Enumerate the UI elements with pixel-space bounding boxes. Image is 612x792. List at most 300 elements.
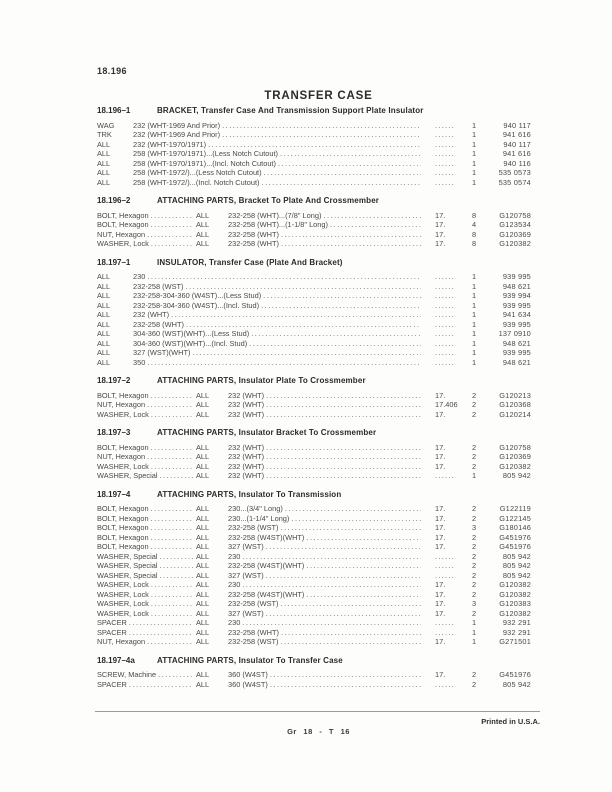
description-cell xyxy=(228,670,428,680)
parts-section xyxy=(97,258,540,368)
part-row xyxy=(97,670,540,680)
dot-leader xyxy=(222,130,421,140)
part-name-cell xyxy=(97,609,196,619)
dot-leader xyxy=(330,220,421,230)
part-number-cell: 805 942 xyxy=(502,551,531,561)
section-id: 18.197–4 xyxy=(97,489,131,499)
part-name-cell xyxy=(97,230,196,240)
qty-cell: 1 xyxy=(471,338,477,348)
description: 327 (WST) xyxy=(228,542,264,551)
qty-cell: 2 xyxy=(471,532,477,542)
description: 232-258 (W4ST)(WHT) xyxy=(228,532,305,542)
description-cell xyxy=(228,599,428,609)
part-number-cell: G271501 xyxy=(499,637,531,646)
model-cell: ALL xyxy=(97,158,111,168)
qty-cell: 1 xyxy=(471,272,477,281)
part-number-cell: 535 0573 xyxy=(498,168,531,177)
description-cell xyxy=(228,514,428,524)
dot-leader xyxy=(281,637,421,647)
part-name-cell xyxy=(97,580,196,590)
part-number-cell: G120214 xyxy=(499,409,531,419)
group-cell: ...... xyxy=(435,551,456,561)
part-number-cell: G120758 xyxy=(499,442,531,452)
part-row xyxy=(97,329,540,339)
part-row xyxy=(97,400,540,410)
part-number-cell: G123534 xyxy=(499,220,531,229)
group-cell: ...... xyxy=(435,319,456,329)
qty-cell: 2 xyxy=(471,442,477,452)
description: 230 xyxy=(228,551,241,561)
part-name-cell xyxy=(97,670,196,680)
model-cell: ALL xyxy=(196,513,210,523)
qty-cell: 1 xyxy=(471,319,477,329)
section-id: 18.197–2 xyxy=(97,376,131,385)
description-cell xyxy=(228,523,428,533)
description-cell xyxy=(228,637,428,647)
group-cell: 17.406 xyxy=(435,400,458,409)
description-cell xyxy=(133,272,428,282)
model-cell: ALL xyxy=(97,357,111,367)
description: 327 (WST) xyxy=(228,570,264,580)
description: 232-258 (WST) xyxy=(228,599,279,608)
model-cell: ALL xyxy=(97,168,111,177)
group-cell: 17. xyxy=(435,608,446,618)
part-row xyxy=(97,471,540,481)
dot-leader xyxy=(251,329,421,339)
section-id: 18.196–2 xyxy=(97,196,131,205)
part-name: WASHER, Special xyxy=(97,561,158,570)
dot-leader xyxy=(151,599,193,609)
model-cell: ALL xyxy=(196,627,210,637)
description: 232-258 (WHT)...(1-1/8" Long) xyxy=(228,220,328,229)
description: 232-258 (WHT)...(7/8" Long) xyxy=(228,210,322,220)
model-cell: ALL xyxy=(97,281,111,291)
description: 232 (WHT) xyxy=(228,400,265,409)
part-number-cell: G120213 xyxy=(499,390,531,400)
description-cell xyxy=(228,391,428,401)
page-number: 18.196 xyxy=(97,66,127,76)
qty-cell: 4 xyxy=(471,220,477,229)
description-cell xyxy=(228,504,428,514)
dot-leader xyxy=(151,410,193,420)
model-cell: ALL xyxy=(196,670,210,679)
group-cell: 17. xyxy=(435,637,446,646)
model-cell: ALL xyxy=(196,570,210,580)
dot-leader xyxy=(160,552,193,562)
part-name-cell xyxy=(97,533,196,543)
dot-leader xyxy=(151,542,193,552)
part-name: WASHER, Special xyxy=(97,551,158,561)
part-row xyxy=(97,523,540,533)
qty-cell: 2 xyxy=(471,542,477,551)
dot-leader xyxy=(263,291,421,301)
dot-leader xyxy=(270,680,421,690)
description: 230...(3/4" Long) xyxy=(228,504,283,513)
part-number-cell: 948 621 xyxy=(502,281,531,291)
dot-leader xyxy=(264,168,421,178)
group-cell: 17. xyxy=(435,670,446,679)
dot-leader xyxy=(242,552,421,562)
group-cell: ...... xyxy=(435,618,456,627)
model-cell: ALL xyxy=(97,338,111,348)
dot-leader xyxy=(266,443,421,453)
qty-cell: 1 xyxy=(471,627,477,637)
description: 230 xyxy=(133,272,146,281)
dot-leader xyxy=(151,609,193,619)
qty-cell: 1 xyxy=(471,300,477,310)
model-cell: ALL xyxy=(196,608,210,618)
part-row xyxy=(97,514,540,524)
description-cell xyxy=(133,329,428,339)
model-cell: TRK xyxy=(97,130,112,139)
part-number-cell: G120368 xyxy=(499,400,531,409)
part-name: NUT, Hexagon xyxy=(97,229,146,239)
qty-cell: 1 xyxy=(471,149,477,158)
description-cell xyxy=(228,239,428,249)
group-cell: ...... xyxy=(435,168,456,177)
section-heading xyxy=(97,490,540,500)
qty-cell: 3 xyxy=(471,599,477,608)
dot-leader xyxy=(266,571,421,581)
group-cell: ...... xyxy=(435,139,456,149)
part-name: BOLT, Hexagon xyxy=(97,523,149,532)
part-number-cell: G120382 xyxy=(499,461,531,471)
model-cell: ALL xyxy=(196,220,210,229)
part-row xyxy=(97,339,540,349)
group-cell: 17. xyxy=(435,599,446,608)
qty-cell: 1 xyxy=(471,357,477,367)
section-rows xyxy=(97,670,540,689)
dot-leader xyxy=(151,533,193,543)
part-number-cell: 805 942 xyxy=(502,679,531,689)
description-cell xyxy=(133,121,428,131)
group-cell: ...... xyxy=(435,570,456,580)
description: 232 (WHT) xyxy=(228,409,265,419)
description-cell xyxy=(228,680,428,690)
model-cell: ALL xyxy=(196,532,210,542)
description-cell xyxy=(133,339,428,349)
part-name-cell xyxy=(97,637,196,647)
qty-cell: 1 xyxy=(471,281,477,291)
description: 258 (WHT-1972/)...(Less Notch Cutout) xyxy=(133,168,262,177)
part-number-cell: G120369 xyxy=(499,229,531,239)
group-cell: 17. xyxy=(435,589,446,599)
description: 232-258-304-360 (W4ST)...(Incl. Stud) xyxy=(133,300,260,310)
model-cell: ALL xyxy=(97,291,111,300)
dot-leader xyxy=(151,391,193,401)
group-cell: ...... xyxy=(435,348,456,357)
qty-cell: 2 xyxy=(471,504,477,513)
section-rows xyxy=(97,272,540,367)
dot-leader xyxy=(129,618,193,628)
dot-leader xyxy=(306,533,421,543)
group-cell: 17. xyxy=(435,390,446,400)
dot-leader xyxy=(151,504,193,514)
group-cell: ...... xyxy=(435,310,456,319)
description-cell xyxy=(133,168,428,178)
part-row xyxy=(97,159,540,169)
printed-in-usa-label: Printed in U.S.A. xyxy=(481,717,540,726)
description: 232 (WHT) xyxy=(228,390,265,400)
part-name-cell xyxy=(97,462,196,472)
part-row xyxy=(97,462,540,472)
part-row xyxy=(97,443,540,453)
model-cell: ALL xyxy=(196,589,210,599)
description-cell xyxy=(228,580,428,590)
part-row xyxy=(97,580,540,590)
part-name-cell xyxy=(97,552,196,562)
part-row xyxy=(97,590,540,600)
part-row xyxy=(97,637,540,647)
dot-leader xyxy=(151,220,193,230)
model-cell: ALL xyxy=(196,452,210,461)
part-row xyxy=(97,320,540,330)
part-name: NUT, Hexagon xyxy=(97,400,146,409)
model-cell: ALL xyxy=(196,471,210,480)
dot-leader xyxy=(151,580,193,590)
group-cell: ...... xyxy=(435,158,456,168)
description: 327 (WST) xyxy=(228,608,264,618)
description: 232 (WHT-1970/1971) xyxy=(133,139,207,149)
part-name: BOLT, Hexagon xyxy=(97,390,149,400)
part-number-cell: 940 116 xyxy=(503,158,531,168)
group-cell: 17. xyxy=(435,580,446,589)
section-title: ATTACHING PARTS, Insulator Plate To Crossmember xyxy=(157,376,366,385)
dot-leader xyxy=(266,542,421,552)
page-title-wrap xyxy=(97,86,540,104)
group-cell: 17. xyxy=(435,513,446,523)
model-cell: ALL xyxy=(97,319,111,329)
part-number-cell: 932 291 xyxy=(502,627,531,637)
dot-leader xyxy=(249,339,421,349)
dot-leader xyxy=(242,580,421,590)
section-heading xyxy=(97,258,540,268)
part-name-cell xyxy=(97,523,196,533)
description-cell xyxy=(228,561,428,571)
part-name-cell xyxy=(97,443,196,453)
description-cell xyxy=(133,320,428,330)
description-cell xyxy=(133,159,428,169)
part-name: BOLT, Hexagon xyxy=(97,220,149,229)
part-number-cell: G122119 xyxy=(499,504,531,513)
description: 350 xyxy=(133,357,146,367)
part-name: SPACER xyxy=(97,618,127,627)
page-title: TRANSFER CASE xyxy=(264,90,373,102)
qty-cell: 1 xyxy=(471,471,477,480)
section-id: 18.197–1 xyxy=(97,257,131,267)
part-number-cell: G451976 xyxy=(499,670,531,679)
dot-leader xyxy=(306,590,421,600)
part-name: WASHER, Lock xyxy=(97,589,149,599)
section-id: 18.197–4a xyxy=(97,655,135,665)
parts-list xyxy=(97,106,540,698)
description: 232-258 (WST) xyxy=(133,281,184,291)
description-cell xyxy=(228,220,428,230)
part-row xyxy=(97,291,540,301)
model-cell: ALL xyxy=(196,618,210,627)
model-cell: ALL xyxy=(97,300,111,310)
dot-leader xyxy=(160,561,193,571)
dot-leader xyxy=(291,514,421,524)
part-name-cell xyxy=(97,220,196,230)
dot-leader xyxy=(151,239,193,249)
group-page-reference: Gr 18 - T 16 xyxy=(287,727,350,736)
model-cell: ALL xyxy=(196,461,210,471)
description-cell xyxy=(228,533,428,543)
description: 232-258-304-360 (W4ST)...(Less Stud) xyxy=(133,291,262,300)
section-rows xyxy=(97,121,540,188)
dot-leader xyxy=(281,230,421,240)
part-name-cell xyxy=(97,504,196,514)
description: 230...(1-1/4" Long) xyxy=(228,513,290,523)
part-name: WASHER, Special xyxy=(97,570,158,580)
dot-leader xyxy=(281,628,421,638)
dot-leader xyxy=(147,452,193,462)
dot-leader xyxy=(186,282,421,292)
dot-leader xyxy=(323,211,421,221)
qty-cell: 2 xyxy=(471,570,477,580)
qty-cell: 2 xyxy=(471,409,477,419)
part-name-cell xyxy=(97,514,196,524)
description-cell xyxy=(228,571,428,581)
section-id: 18.197–3 xyxy=(97,428,131,437)
description-cell xyxy=(228,230,428,240)
part-name-cell xyxy=(97,410,196,420)
section-heading xyxy=(97,428,540,438)
dot-leader xyxy=(222,121,421,131)
part-row xyxy=(97,140,540,150)
part-number-cell: 932 291 xyxy=(502,618,531,627)
part-number-cell: 939 995 xyxy=(502,272,531,281)
description-cell xyxy=(228,443,428,453)
section-rows xyxy=(97,391,540,420)
part-number-cell: 939 995 xyxy=(502,300,531,310)
description-cell xyxy=(228,618,428,628)
description-cell xyxy=(133,291,428,301)
description: 232-258 (W4ST)(WHT) xyxy=(228,589,305,599)
part-row xyxy=(97,348,540,358)
part-row xyxy=(97,310,540,320)
section-title: BRACKET, Transfer Case And Transmission Support Plate Insulator xyxy=(157,106,424,115)
part-row xyxy=(97,542,540,552)
group-cell: ...... xyxy=(435,291,456,300)
part-row xyxy=(97,230,540,240)
part-name: NUT, Hexagon xyxy=(97,637,146,646)
group-cell: ...... xyxy=(435,120,456,130)
part-name-cell xyxy=(97,542,196,552)
part-number-cell: G451976 xyxy=(499,542,531,551)
dot-leader xyxy=(160,571,193,581)
part-name: SPACER xyxy=(97,627,127,637)
group-cell: ...... xyxy=(435,627,456,637)
dot-leader xyxy=(262,178,421,188)
part-row xyxy=(97,391,540,401)
group-cell: ...... xyxy=(435,357,456,367)
part-row xyxy=(97,178,540,188)
dot-leader xyxy=(158,670,193,680)
part-row xyxy=(97,168,540,178)
description: 232 (WHT) xyxy=(228,452,265,461)
description: 360 (W4ST) xyxy=(228,670,268,679)
section-title: INSULATOR, Transfer Case (Plate And Bracket) xyxy=(157,257,343,267)
part-name: WASHER, Lock xyxy=(97,409,149,419)
description-cell xyxy=(133,348,428,358)
part-number-cell: 941 634 xyxy=(502,310,531,319)
dot-leader xyxy=(281,599,421,609)
part-name-cell xyxy=(97,618,196,628)
dot-leader xyxy=(266,391,421,401)
model-cell: ALL xyxy=(196,409,210,419)
part-name: BOLT, Hexagon xyxy=(97,532,149,542)
part-number-cell: G120383 xyxy=(499,599,531,608)
description-cell xyxy=(228,410,428,420)
part-name-cell xyxy=(97,471,196,481)
group-cell: ...... xyxy=(435,338,456,348)
dot-leader xyxy=(147,358,421,368)
qty-cell: 2 xyxy=(471,390,477,400)
parts-section xyxy=(97,196,540,249)
description: 232-258 (WHT) xyxy=(228,627,279,637)
part-name: WASHER, Lock xyxy=(97,580,149,589)
description: 258 (WHT-1970/1971)...(Incl. Notch Cutout) xyxy=(133,158,276,168)
group-cell: ...... xyxy=(435,177,456,187)
section-heading xyxy=(97,196,540,206)
description-cell xyxy=(228,211,428,221)
section-title: ATTACHING PARTS, Insulator To Transmission xyxy=(157,489,342,499)
description: 232 (WHT) xyxy=(228,471,265,480)
qty-cell: 1 xyxy=(471,310,477,319)
description-cell xyxy=(228,609,428,619)
part-number-cell: G120382 xyxy=(499,608,531,618)
part-name: SPACER xyxy=(97,679,127,689)
model-cell: ALL xyxy=(97,348,111,357)
description: 232-258 (WHT) xyxy=(228,239,279,248)
group-cell: ...... xyxy=(435,679,456,689)
qty-cell: 1 xyxy=(471,637,477,646)
part-name-cell xyxy=(97,211,196,221)
description: 232 (WHT) xyxy=(228,461,265,471)
section-title: ATTACHING PARTS, Bracket To Plate And Crossmember xyxy=(157,196,380,205)
qty-cell: 1 xyxy=(471,139,477,149)
group-cell: ...... xyxy=(435,281,456,291)
dot-leader xyxy=(266,462,421,472)
part-name: WASHER, Lock xyxy=(97,239,149,248)
group-cell: 17. xyxy=(435,461,446,471)
section-rows xyxy=(97,211,540,249)
group-cell: 17. xyxy=(435,210,446,220)
description-cell xyxy=(133,358,428,368)
part-number-cell: G120382 xyxy=(499,589,531,599)
dot-leader xyxy=(285,504,421,514)
qty-cell: 1 xyxy=(471,168,477,177)
description: 232-258 (WHT) xyxy=(228,229,279,239)
part-name-cell xyxy=(97,599,196,609)
part-name-cell xyxy=(97,680,196,690)
description-cell xyxy=(228,400,428,410)
description: 232-258 (WST) xyxy=(228,637,279,646)
dot-leader xyxy=(151,211,193,221)
dot-leader xyxy=(270,670,421,680)
part-row xyxy=(97,599,540,609)
model-cell: ALL xyxy=(196,442,210,452)
part-name: BOLT, Hexagon xyxy=(97,513,149,523)
section-rows xyxy=(97,504,540,647)
part-row xyxy=(97,628,540,638)
part-row xyxy=(97,121,540,131)
description: 360 (W4ST) xyxy=(228,679,268,689)
part-row xyxy=(97,220,540,230)
description: 258 (WHT-1970/1971)...(Less Notch Cutout) xyxy=(133,149,279,158)
